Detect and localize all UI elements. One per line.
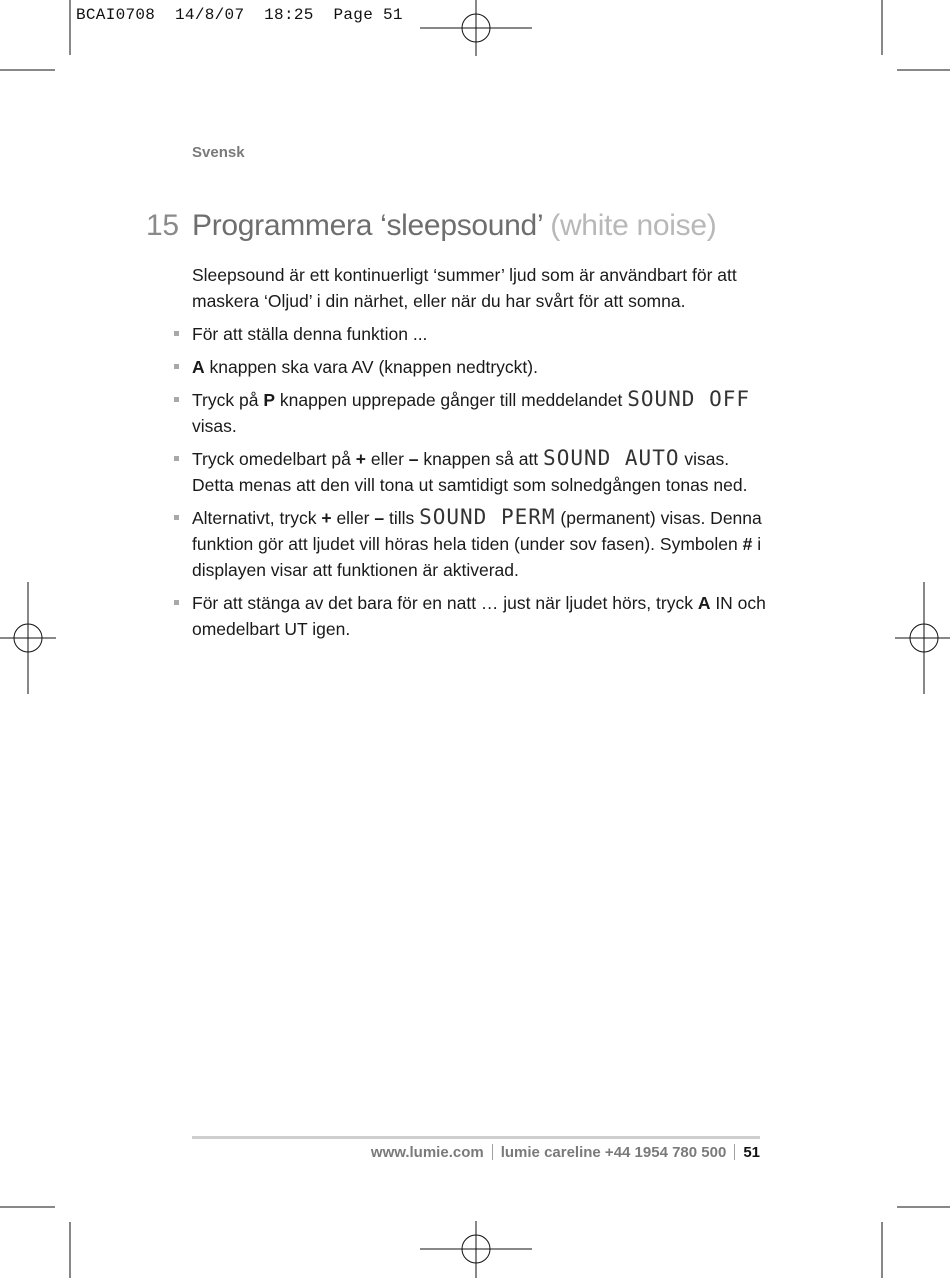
lcd-text: SOUND OFF	[627, 387, 751, 411]
list-item: För att stänga av det bara för en natt … just när ljudet hörs, tryck A IN och omedelbart UT igen.	[192, 590, 772, 642]
footer-website: www.lumie.com	[370, 1144, 484, 1161]
list-item: För att ställa denna funktion ...	[192, 321, 772, 347]
button-key-a: A	[697, 593, 711, 613]
intro-paragraph: Sleepsound är ett kontinuerligt ‘summer’ ljud som är användbart för att maskera ‘Oljud’ i din närhet, eller när du har svårt för att somna.	[192, 265, 737, 311]
slug-job: BCAI0708	[76, 6, 156, 24]
slug-page: Page 51	[333, 6, 403, 24]
footer-separator	[734, 1144, 735, 1160]
footer-careline: lumie careline +44 1954 780 500	[500, 1144, 727, 1161]
body-content	[192, 262, 772, 649]
list-item: Alternativt, tryck + eller – tills SOUND PERM (permanent) visas. Denna funktion gör att ljudet vill höras hela tiden (under sov fasen). Symbolen # i displayen visar att funktionen är aktiverad.	[192, 505, 772, 583]
lcd-text: SOUND PERM	[419, 505, 556, 529]
slug-time: 18:25	[264, 6, 314, 24]
footer-rule	[192, 1136, 760, 1139]
footer-separator	[492, 1144, 493, 1160]
page-footer	[371, 1144, 760, 1161]
page-number: 51	[743, 1144, 760, 1161]
lcd-text: SOUND AUTO	[543, 446, 680, 470]
button-key-minus: –	[374, 508, 385, 528]
section-subtitle: (white noise)	[550, 209, 717, 242]
list-item: Tryck på P knappen upprepade gånger till meddelandet SOUND OFF visas.	[192, 387, 772, 439]
button-key-p: P	[263, 390, 275, 410]
button-key-minus: –	[408, 449, 419, 469]
section-title: Programmera ‘sleepsound’	[192, 209, 543, 242]
button-key-plus: +	[355, 449, 366, 469]
list-item: Tryck omedelbart på + eller – knappen så att SOUND AUTO visas. Detta menas att den vill tona ut samtidigt som solnedgången tonas ned.	[192, 446, 772, 498]
language-label: Svensk	[192, 144, 245, 161]
button-key-plus: +	[321, 508, 332, 528]
instruction-list	[192, 321, 772, 642]
slug-date: 14/8/07	[175, 6, 245, 24]
list-item: A knappen ska vara AV (knappen nedtryckt).	[192, 354, 772, 380]
section-heading	[146, 209, 846, 243]
section-number: 15	[146, 209, 179, 242]
button-key-a: A	[192, 357, 205, 377]
symbol-hash: #	[742, 534, 753, 554]
